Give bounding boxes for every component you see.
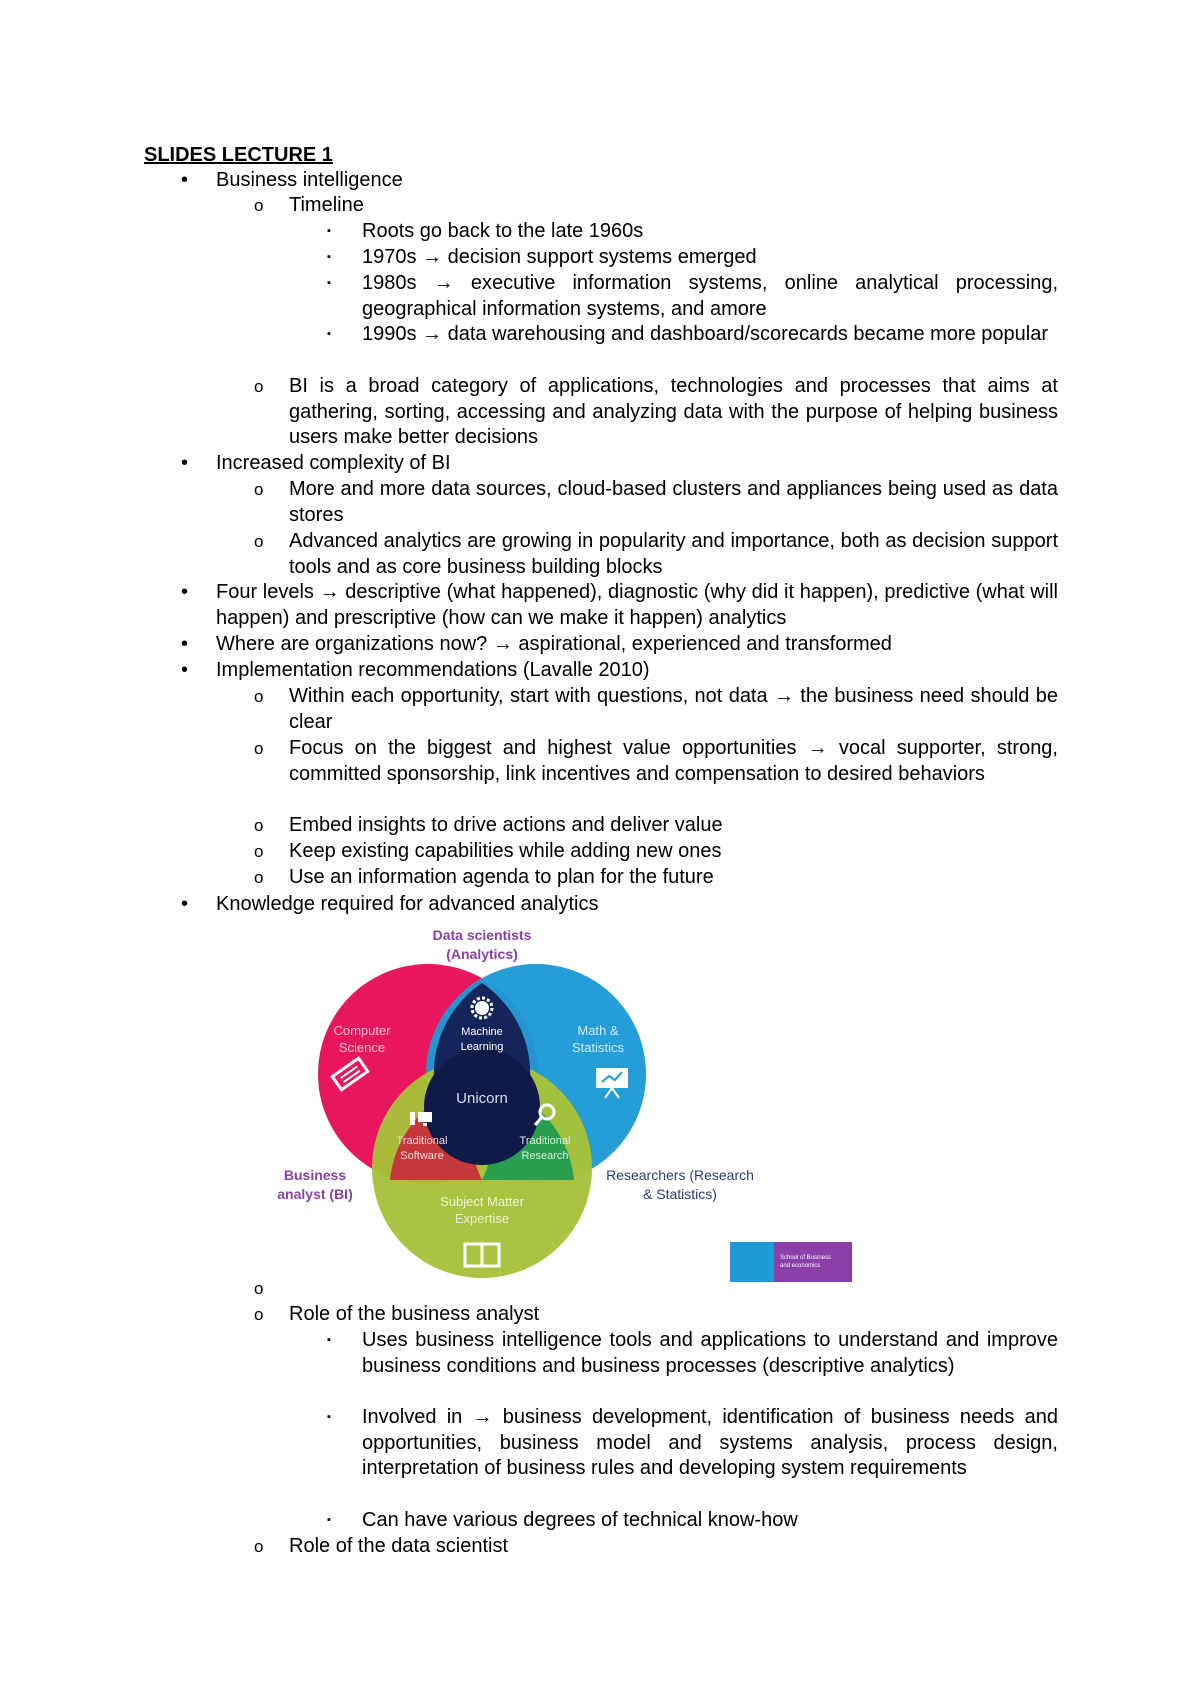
bullet-circle: o	[254, 480, 264, 499]
ms-label: Math &	[577, 1023, 619, 1038]
bullet-dot: •	[181, 452, 189, 474]
ml-label: Machine	[461, 1026, 503, 1038]
list-item: 1990s → data warehousing and dashboard/scorecards became more popular	[362, 323, 1048, 345]
bullet-dot: •	[181, 169, 189, 191]
cs-label-2: Science	[338, 1040, 386, 1055]
list-item: Embed insights to drive actions and deliver value	[289, 814, 723, 836]
venn-diagram	[277, 922, 860, 1282]
list-item: More and more data sources, cloud-based clusters and appliances being used as data stores	[289, 478, 1058, 526]
venn-top-label-sub: (Analytics)	[446, 946, 518, 962]
logo-text-2: and economics	[780, 1263, 821, 1269]
ts-label-2: Software	[400, 1150, 444, 1162]
list-item: Can have various degrees of technical know-how	[362, 1509, 798, 1531]
list-item: Timeline	[289, 194, 364, 216]
list-item: Increased complexity of BI	[216, 452, 451, 474]
list-item: Knowledge required for advanced analytics	[216, 893, 599, 915]
bullet-circle: o	[254, 842, 264, 861]
document-title: SLIDES LECTURE 1	[144, 144, 333, 166]
gear-icon	[472, 998, 492, 1018]
bullet-circle: o	[254, 1537, 264, 1556]
venn-left-label: Business	[283, 1167, 347, 1183]
list-item: Role of the business analyst	[289, 1303, 540, 1325]
bullet-square: ▪	[327, 1411, 331, 1423]
bullet-dot: •	[181, 633, 189, 655]
list-item: Keep existing capabilities while adding new ones	[289, 840, 722, 862]
bullet-circle: o	[254, 196, 264, 215]
logo-text-1: School of Business	[780, 1255, 832, 1261]
ts-label: Traditional	[396, 1135, 448, 1147]
venn-right-label: Researchers (Research	[606, 1167, 754, 1183]
list-item: Four levels → descriptive (what happened), diagnostic (why did it happen), predictive (what will happen) and prescriptive (how can we make it happen) analytics	[216, 581, 1058, 629]
bullet-circle: o	[254, 687, 264, 706]
venn-left-label-sub: analyst (BI)	[277, 1186, 353, 1202]
bullet-dot: •	[181, 893, 189, 915]
list-item: Role of the data scientist	[289, 1535, 509, 1557]
unicorn-label: Unicorn	[456, 1090, 508, 1107]
list-item: Implementation recommendations (Lavalle 2010)	[216, 659, 650, 681]
tr-label: Traditional	[519, 1135, 571, 1147]
bullet-square: ▪	[327, 1514, 331, 1526]
ms-label-2: Statistics	[571, 1040, 625, 1055]
bullet-circle: o	[254, 377, 264, 396]
bullet-square: ▪	[327, 251, 331, 263]
bullet-square: ▪	[327, 277, 331, 289]
list-item: Involved in → business development, identification of business needs and opportunities, business model and systems analysis, process design, interpretation of business rules and developing system requirements	[362, 1406, 1058, 1479]
ml-label-2: Learning	[460, 1041, 504, 1053]
list-item: Uses business intelligence tools and applications to understand and improve business conditions and business processes (descriptive analytics)	[362, 1329, 1058, 1377]
list-item: Use an information agenda to plan for the future	[289, 866, 714, 888]
bullet-square: ▪	[327, 225, 331, 237]
list-item: Business intelligence	[216, 169, 403, 191]
list-item: Focus on the biggest and highest value opportunities → vocal supporter, strong, committed sponsorship, link incentives and compensation to desired behaviors	[289, 737, 1058, 785]
bullet-square: ▪	[327, 1334, 331, 1346]
list-item: 1970s → decision support systems emerged	[362, 246, 757, 268]
sme-label-2: Expertise	[454, 1211, 510, 1226]
bullet-circle: o	[254, 532, 264, 551]
venn-right-label-sub: & Statistics)	[643, 1186, 717, 1202]
list-item: 1980s → executive information systems, online analytical processing, geographical information systems, and amore	[362, 272, 1058, 320]
venn-top-label: Data scientists	[432, 927, 532, 943]
list-item: Within each opportunity, start with questions, not data → the business need should be clear	[289, 685, 1058, 733]
bullet-square: ▪	[327, 328, 331, 340]
school-logo	[730, 1242, 852, 1282]
list-item: Advanced analytics are growing in popularity and importance, both as decision support tools and as core business building blocks	[289, 530, 1058, 578]
list-item: Where are organizations now? → aspirational, experienced and transformed	[216, 633, 892, 655]
sme-label: Subject Matter	[440, 1194, 524, 1209]
bullet-circle: o	[254, 1279, 264, 1298]
bullet-circle: o	[254, 816, 264, 835]
bullet-circle: o	[254, 868, 264, 887]
bullet-circle: o	[254, 1305, 264, 1324]
unicorn-region	[424, 1049, 540, 1165]
bullet-dot: •	[181, 659, 189, 681]
bullet-dot: •	[181, 581, 189, 603]
list-item: BI is a broad category of applications, technologies and processes that aims at gathering, sorting, accessing and analyzing data with the purpose of helping business users make better decisions	[289, 375, 1058, 448]
list-item: Roots go back to the late 1960s	[362, 220, 644, 242]
cs-label: Computer	[333, 1023, 391, 1038]
bullet-circle: o	[254, 739, 264, 758]
tr-label-2: Research	[521, 1150, 569, 1162]
